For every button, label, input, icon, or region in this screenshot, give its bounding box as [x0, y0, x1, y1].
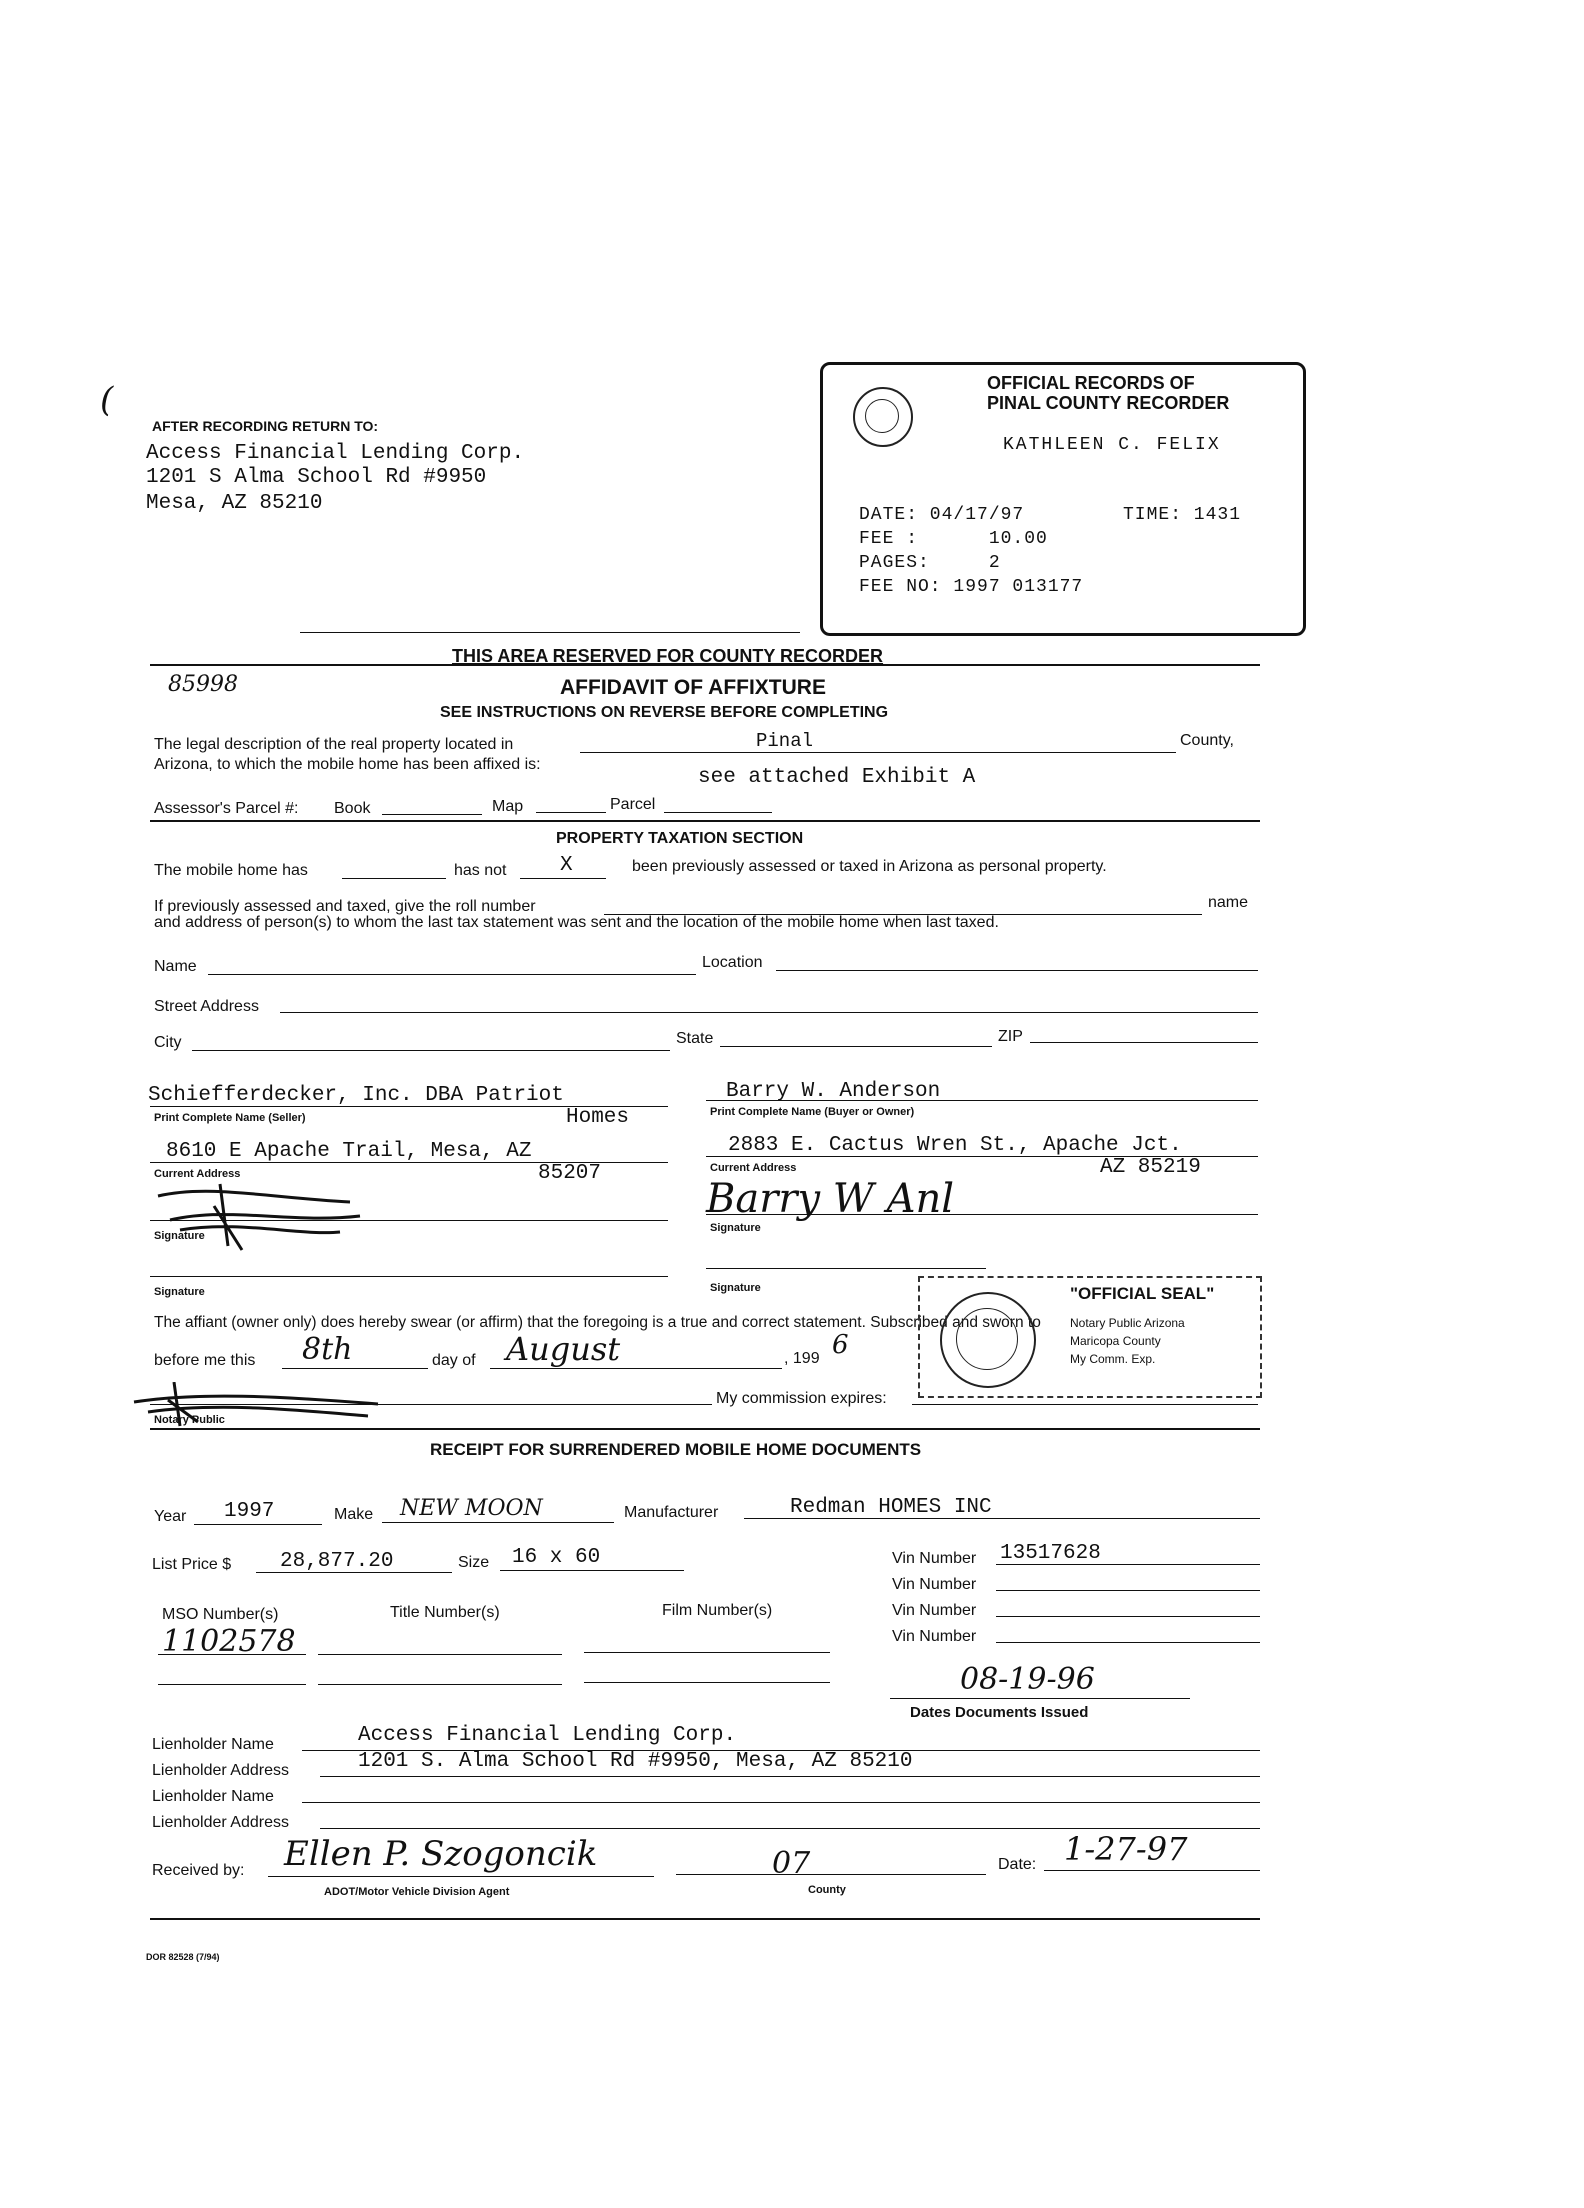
- book-label: Book: [334, 800, 371, 817]
- notary-seal-line-3: Maricopa County: [1070, 1334, 1161, 1348]
- notary-seal: [918, 1276, 1262, 1398]
- size-value: 16 x 60: [512, 1546, 601, 1569]
- return-heading: AFTER RECORDING RETURN TO:: [152, 418, 379, 434]
- form-title: AFFIDAVIT OF AFFIXTURE: [560, 676, 826, 699]
- affiant-statement: The affiant (owner only) does hereby swear (or affirm) that the foregoing is a true and correct statement. Subscribed and sworn to: [154, 1314, 1041, 1331]
- handwritten-file-number: 85998: [168, 672, 238, 697]
- received-date-label: Date:: [998, 1856, 1037, 1873]
- seller-signature-caption-2: Signature: [154, 1286, 205, 1298]
- year-value: 1997: [224, 1500, 275, 1523]
- lienholder-address-label-2: Lienholder Address: [152, 1814, 289, 1831]
- month-value: August: [506, 1330, 621, 1368]
- county-value: Pinal: [756, 730, 814, 752]
- make-value: NEW MOON: [400, 1496, 543, 1521]
- seller-zip: 85207: [538, 1162, 602, 1185]
- stamp-date: DATE: 04/17/97: [859, 505, 1025, 525]
- agent-caption: ADOT/Motor Vehicle Division Agent: [324, 1886, 510, 1898]
- roll-name-tail: name: [1208, 894, 1249, 911]
- buyer-name-caption: Print Complete Name (Buyer or Owner): [710, 1106, 915, 1118]
- form-instructions: SEE INSTRUCTIONS ON REVERSE BEFORE COMPLETING: [440, 704, 889, 721]
- notary-seal-line-4: My Comm. Exp.: [1070, 1352, 1156, 1366]
- buyer-signature-caption-2: Signature: [710, 1282, 761, 1294]
- received-date-value: 1-27-97: [1064, 1830, 1188, 1868]
- stamp-pages: PAGES: 2: [859, 553, 1001, 573]
- notary-seal-icon: [940, 1292, 1036, 1388]
- return-line-1: Access Financial Lending Corp.: [146, 442, 525, 465]
- dates-issued-value: 08-19-96: [960, 1662, 1095, 1697]
- handwritten-mark: (: [100, 380, 114, 420]
- buyer-state-zip: AZ 85219: [1100, 1156, 1201, 1179]
- county-label: County,: [1180, 732, 1234, 749]
- prev-city-label: City: [154, 1034, 182, 1051]
- receipt-heading: RECEIPT FOR SURRENDERED MOBILE HOME DOCUMENTS: [430, 1440, 922, 1459]
- film-number-label: Film Number(s): [662, 1602, 773, 1619]
- buyer-address-caption: Current Address: [710, 1162, 797, 1174]
- stamp-fee: FEE : 10.00: [859, 529, 1048, 549]
- return-line-2: 1201 S Alma School Rd #9950: [146, 466, 487, 489]
- legal-label-1: The legal description of the real property located in: [154, 736, 514, 753]
- seller-name: Schiefferdecker, Inc. DBA Patriot: [148, 1084, 564, 1107]
- manufacturer-value: Redman HOMES INC: [790, 1496, 992, 1519]
- manufacturer-label: Manufacturer: [624, 1504, 719, 1521]
- has-label: The mobile home has: [154, 862, 308, 879]
- lienholder-address-label-1: Lienholder Address: [152, 1762, 289, 1779]
- stamp-time: TIME: 1431: [1123, 505, 1242, 525]
- mso-value: 1102578: [162, 1624, 296, 1659]
- prev-zip-label: ZIP: [998, 1028, 1023, 1045]
- agent-signature: Ellen P. Szogoncik: [284, 1834, 598, 1874]
- buyer-signature-caption: Signature: [710, 1222, 761, 1234]
- list-price-label: List Price $: [152, 1556, 232, 1573]
- stamp-title-1: OFFICIAL RECORDS OF: [987, 373, 1195, 393]
- seller-address-caption: Current Address: [154, 1168, 241, 1180]
- vin-value-1: 13517628: [1000, 1542, 1101, 1565]
- seller-signature: [150, 1176, 370, 1258]
- parcel-label: Assessor's Parcel #:: [154, 800, 299, 817]
- buyer-address: 2883 E. Cactus Wren St., Apache Jct.: [728, 1134, 1182, 1157]
- parcel-word: Parcel: [610, 796, 656, 813]
- vin-label-4: Vin Number: [892, 1628, 977, 1645]
- has-not-label: has not: [454, 862, 507, 879]
- title-number-label: Title Number(s): [390, 1604, 500, 1621]
- prev-state-label: State: [676, 1030, 714, 1047]
- received-county-value: 07: [772, 1846, 811, 1881]
- reserved-area-label: THIS AREA RESERVED FOR COUNTY RECORDER: [452, 646, 884, 666]
- day-value: 8th: [302, 1332, 353, 1367]
- size-label: Size: [458, 1554, 490, 1571]
- legal-label-2: Arizona, to which the mobile home has been affixed is:: [154, 756, 541, 773]
- seller-address: 8610 E Apache Trail, Mesa, AZ: [166, 1140, 532, 1163]
- vin-label-3: Vin Number: [892, 1602, 977, 1619]
- form-id: DOR 82528 (7/94): [146, 1952, 220, 1962]
- has-not-check: X: [560, 854, 573, 877]
- seller-name-caption: Print Complete Name (Seller): [154, 1112, 306, 1124]
- buyer-signature: Barry W Anl: [706, 1176, 955, 1222]
- day-of-label: day of: [432, 1352, 476, 1369]
- roll-label: If previously assessed and taxed, give the roll number: [154, 898, 536, 915]
- vin-label-1: Vin Number: [892, 1550, 977, 1567]
- list-price-value: 28,877.20: [280, 1550, 394, 1573]
- notary-seal-line-2: Notary Public Arizona: [1070, 1316, 1185, 1330]
- exhibit-reference: see attached Exhibit A: [698, 766, 976, 789]
- received-by-label: Received by:: [152, 1862, 245, 1879]
- year-digit: 6: [832, 1330, 849, 1360]
- seller-name-2: Homes: [566, 1106, 630, 1129]
- stamp-title-2: PINAL COUNTY RECORDER: [987, 393, 1230, 413]
- notary-caption: Notary Public: [154, 1414, 225, 1426]
- county-seal-icon: [853, 387, 913, 447]
- notary-seal-line-1: "OFFICIAL SEAL": [1070, 1284, 1215, 1303]
- lienholder-name-value: Access Financial Lending Corp.: [358, 1724, 737, 1747]
- lienholder-address-value: 1201 S. Alma School Rd #9950, Mesa, AZ 85210: [358, 1750, 913, 1773]
- make-label: Make: [334, 1506, 374, 1523]
- assessed-label: been previously assessed or taxed in Arizona as personal property.: [632, 858, 1107, 875]
- return-line-3: Mesa, AZ 85210: [146, 492, 323, 515]
- year-label: Year: [154, 1508, 187, 1525]
- lienholder-name-label-1: Lienholder Name: [152, 1736, 274, 1753]
- recorder-stamp: [820, 362, 1306, 636]
- before-me-label: before me this: [154, 1352, 256, 1369]
- seller-signature-caption: Signature: [154, 1230, 205, 1242]
- taxation-heading: PROPERTY TAXATION SECTION: [556, 830, 804, 847]
- stamp-fee-no: FEE NO: 1997 013177: [859, 577, 1084, 597]
- vin-label-2: Vin Number: [892, 1576, 977, 1593]
- dates-issued-label: Dates Documents Issued: [910, 1704, 1089, 1721]
- prev-location-label: Location: [702, 954, 763, 971]
- commission-label: My commission expires:: [716, 1390, 887, 1407]
- recorder-name: KATHLEEN C. FELIX: [1003, 435, 1221, 455]
- buyer-name: Barry W. Anderson: [726, 1080, 941, 1103]
- mso-label: MSO Number(s): [162, 1606, 279, 1623]
- prev-name-label: Name: [154, 958, 197, 975]
- map-label: Map: [492, 798, 524, 815]
- received-county-caption: County: [808, 1884, 846, 1896]
- roll-label-2: and address of person(s) to whom the last tax statement was sent and the location of the mobile home when last taxed.: [154, 914, 999, 931]
- lienholder-name-label-2: Lienholder Name: [152, 1788, 274, 1805]
- year-prefix: , 199: [784, 1350, 820, 1367]
- prev-street-label: Street Address: [154, 998, 259, 1015]
